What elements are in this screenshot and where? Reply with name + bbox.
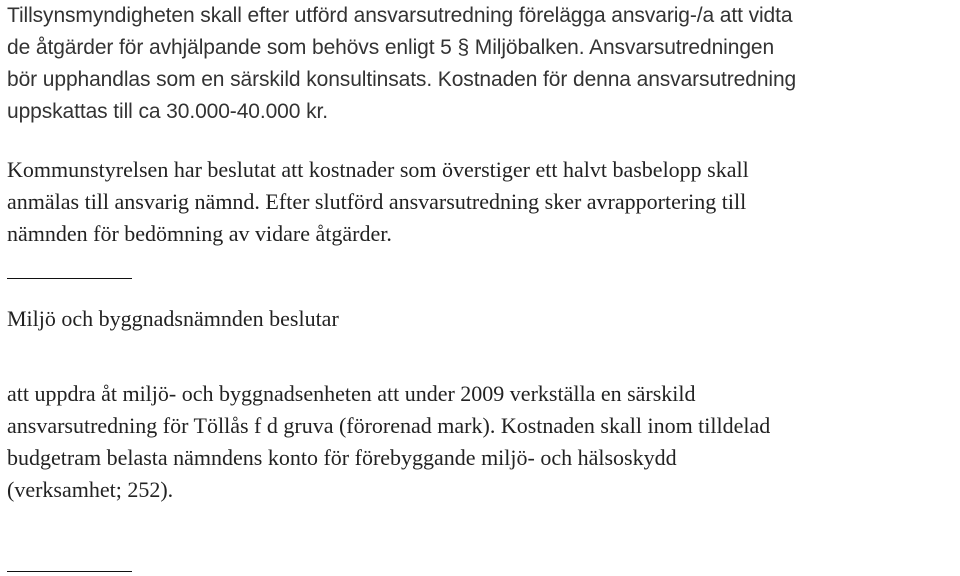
document-body [7,0,957,506]
decision-heading: Miljö och byggnadsnämnden beslutar [7,306,339,331]
paragraph-kommunstyrelsen: Kommunstyrelsen har beslutat att kostnader som överstiger ett halvt basbelopp skall anmälas till ansvarig nämnd. Efter slutförd ansvarsutredning sker avrapportering till nämnden för bedömning av vidare åtgärder. [7,157,749,246]
separator-rule [7,278,132,279]
paragraph-beslut: att uppdra åt miljö- och byggnadsenheten att under 2009 verkställa en särskild ansvarsutredning för Töllås f d gruva (förorenad mark). Kostnaden skall inom tilldelad budgetram belasta nämndens konto för förebyggande miljö- och hälsoskydd (verksamhet; 252). [7,381,771,502]
separator-rule-bottom [7,571,132,572]
paragraph-ansvarsutredning: Tillsynsmyndigheten skall efter utförd ansvarsutredning förelägga ansvarig-/a att vidta de åtgärder för avhjälpande som behövs enligt 5 § Miljöbalken. Ansvarsutredningen bör upphandlas som en särskild konsultinsats. Kostnaden för denna ansvarsutredning uppskattas till ca 30.000-40.000 kr. [7,4,797,123]
